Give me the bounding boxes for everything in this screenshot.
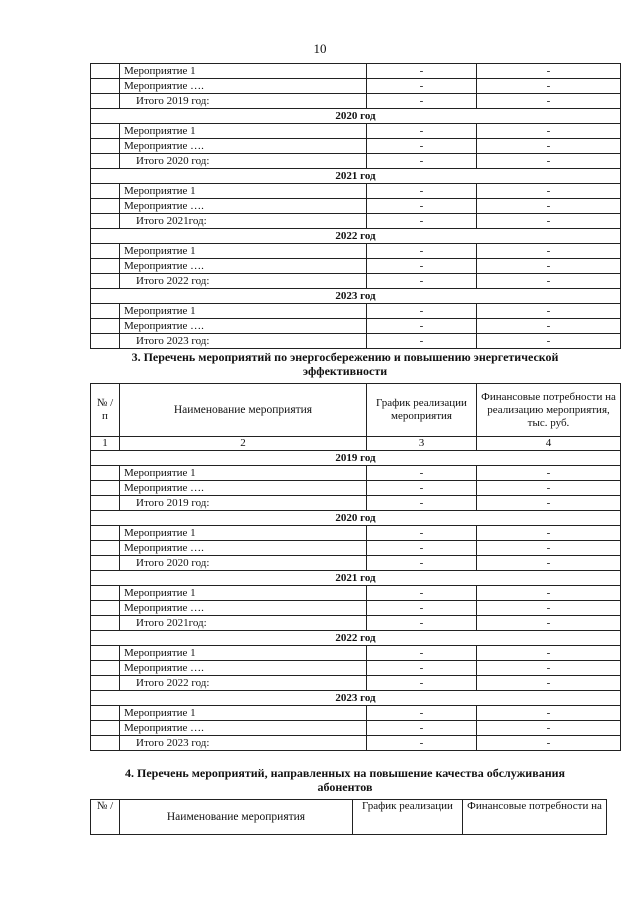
row-num xyxy=(91,601,120,616)
finance-value: - xyxy=(477,616,621,631)
event-name: Итого 2019 год: xyxy=(120,496,367,511)
finance-value: - xyxy=(477,466,621,481)
finance-value: - xyxy=(477,184,621,199)
row-num xyxy=(91,676,120,691)
schedule-value: - xyxy=(367,64,477,79)
row-num xyxy=(91,541,120,556)
event-name: Итого 2019 год: xyxy=(120,94,367,109)
table-row xyxy=(91,244,621,259)
schedule-value: - xyxy=(367,526,477,541)
year-label: 2022 год xyxy=(91,631,621,646)
table-header-row xyxy=(91,800,607,835)
finance-value: - xyxy=(477,259,621,274)
table-row xyxy=(91,466,621,481)
row-num xyxy=(91,466,120,481)
finance-value: - xyxy=(477,526,621,541)
finance-value: - xyxy=(477,481,621,496)
schedule-value: - xyxy=(367,706,477,721)
col-number-1: 1 xyxy=(91,437,120,451)
year-label: 2023 год xyxy=(91,691,621,706)
table-energy-saving-events xyxy=(90,383,621,751)
event-name: Итого 2023 год: xyxy=(120,334,367,349)
finance-value: - xyxy=(477,94,621,109)
table-row xyxy=(91,526,621,541)
row-num xyxy=(91,244,120,259)
row-num xyxy=(91,259,120,274)
event-name: Итого 2022 год: xyxy=(120,676,367,691)
table-row xyxy=(91,304,621,319)
finance-value: - xyxy=(477,334,621,349)
schedule-value: - xyxy=(367,244,477,259)
header-schedule: График реализации мероприятия xyxy=(367,384,477,437)
table-body xyxy=(91,800,607,835)
total-row xyxy=(91,496,621,511)
total-row xyxy=(91,736,621,751)
finance-value: - xyxy=(477,139,621,154)
finance-value: - xyxy=(477,199,621,214)
section-4-title xyxy=(90,766,600,794)
total-row xyxy=(91,676,621,691)
section-3-title xyxy=(90,350,600,378)
event-name: Мероприятие 1 xyxy=(120,706,367,721)
table-service-quality-events xyxy=(90,799,607,835)
event-name: Мероприятие …. xyxy=(120,661,367,676)
event-name: Мероприятие 1 xyxy=(120,184,367,199)
table-row xyxy=(91,184,621,199)
event-name: Мероприятие 1 xyxy=(120,466,367,481)
year-label: 2020 год xyxy=(91,511,621,526)
section-3-title-line1: 3. Перечень мероприятий по энергосбережению и повышению энергетической xyxy=(131,350,559,364)
schedule-value: - xyxy=(367,124,477,139)
event-name: Итого 2021год: xyxy=(120,616,367,631)
schedule-value: - xyxy=(367,304,477,319)
row-num xyxy=(91,274,120,289)
schedule-value: - xyxy=(367,616,477,631)
year-label: 2020 год xyxy=(91,109,621,124)
col-number-2: 2 xyxy=(120,437,367,451)
schedule-value: - xyxy=(367,79,477,94)
finance-value: - xyxy=(477,556,621,571)
table-row xyxy=(91,259,621,274)
schedule-value: - xyxy=(367,496,477,511)
total-row xyxy=(91,214,621,229)
table-row xyxy=(91,199,621,214)
finance-value: - xyxy=(477,721,621,736)
col-number-4: 4 xyxy=(477,437,621,451)
header-finance: Финансовые потребности на xyxy=(463,800,607,835)
row-num xyxy=(91,736,120,751)
event-name: Мероприятие 1 xyxy=(120,304,367,319)
row-num xyxy=(91,79,120,94)
event-name: Мероприятие …. xyxy=(120,139,367,154)
year-row xyxy=(91,571,621,586)
schedule-value: - xyxy=(367,466,477,481)
row-num xyxy=(91,154,120,169)
finance-value: - xyxy=(477,586,621,601)
event-name: Мероприятие 1 xyxy=(120,586,367,601)
year-row xyxy=(91,451,621,466)
section-3-title-line2: эффективности xyxy=(302,364,388,378)
col-number-3: 3 xyxy=(367,437,477,451)
table-row xyxy=(91,481,621,496)
schedule-value: - xyxy=(367,259,477,274)
year-label: 2021 год xyxy=(91,571,621,586)
row-num xyxy=(91,64,120,79)
header-schedule: График реализации xyxy=(353,800,463,835)
event-name: Итого 2023 год: xyxy=(120,736,367,751)
event-name: Итого 2021год: xyxy=(120,214,367,229)
year-row xyxy=(91,169,621,184)
finance-value: - xyxy=(477,304,621,319)
schedule-value: - xyxy=(367,139,477,154)
table-header-row xyxy=(91,384,621,437)
finance-value: - xyxy=(477,676,621,691)
table-row xyxy=(91,64,621,79)
row-num xyxy=(91,586,120,601)
event-name: Мероприятие …. xyxy=(120,199,367,214)
year-label: 2019 год xyxy=(91,451,621,466)
event-name: Мероприятие …. xyxy=(120,259,367,274)
row-num xyxy=(91,481,120,496)
row-num xyxy=(91,334,120,349)
schedule-value: - xyxy=(367,736,477,751)
row-num xyxy=(91,184,120,199)
schedule-value: - xyxy=(367,646,477,661)
schedule-value: - xyxy=(367,214,477,229)
year-row xyxy=(91,229,621,244)
table-row xyxy=(91,124,621,139)
finance-value: - xyxy=(477,214,621,229)
schedule-value: - xyxy=(367,184,477,199)
event-name: Мероприятие …. xyxy=(120,481,367,496)
total-row xyxy=(91,556,621,571)
event-name: Мероприятие …. xyxy=(120,541,367,556)
total-row xyxy=(91,274,621,289)
table-row xyxy=(91,661,621,676)
row-num xyxy=(91,646,120,661)
row-num xyxy=(91,526,120,541)
event-name: Мероприятие …. xyxy=(120,79,367,94)
year-row xyxy=(91,511,621,526)
event-name: Мероприятие 1 xyxy=(120,124,367,139)
schedule-value: - xyxy=(367,601,477,616)
schedule-value: - xyxy=(367,541,477,556)
table-row xyxy=(91,601,621,616)
table-row xyxy=(91,541,621,556)
event-name: Мероприятие …. xyxy=(120,721,367,736)
year-row xyxy=(91,289,621,304)
header-name: Наименование мероприятия xyxy=(120,384,367,437)
finance-value: - xyxy=(477,706,621,721)
schedule-value: - xyxy=(367,721,477,736)
finance-value: - xyxy=(477,646,621,661)
row-num xyxy=(91,496,120,511)
schedule-value: - xyxy=(367,154,477,169)
schedule-value: - xyxy=(367,481,477,496)
table-row xyxy=(91,79,621,94)
total-row xyxy=(91,616,621,631)
finance-value: - xyxy=(477,736,621,751)
event-name: Мероприятие 1 xyxy=(120,244,367,259)
year-row xyxy=(91,631,621,646)
row-num xyxy=(91,616,120,631)
finance-value: - xyxy=(477,64,621,79)
year-label: 2022 год xyxy=(91,229,621,244)
table-events-continued xyxy=(90,63,621,349)
row-num xyxy=(91,214,120,229)
total-row xyxy=(91,154,621,169)
row-num xyxy=(91,304,120,319)
section-4-title-line2: абонентов xyxy=(317,780,373,794)
year-label: 2023 год xyxy=(91,289,621,304)
schedule-value: - xyxy=(367,556,477,571)
total-row xyxy=(91,334,621,349)
event-name: Итого 2020 год: xyxy=(120,556,367,571)
year-row xyxy=(91,691,621,706)
table-row xyxy=(91,586,621,601)
header-finance: Финансовые потребности на реализацию мероприятия, тыс. руб. xyxy=(477,384,621,437)
event-name: Мероприятие …. xyxy=(120,319,367,334)
event-name: Мероприятие 1 xyxy=(120,526,367,541)
event-name: Мероприятие …. xyxy=(120,601,367,616)
schedule-value: - xyxy=(367,334,477,349)
row-num xyxy=(91,94,120,109)
column-numbers-row xyxy=(91,437,621,451)
finance-value: - xyxy=(477,79,621,94)
schedule-value: - xyxy=(367,94,477,109)
row-num xyxy=(91,661,120,676)
row-num xyxy=(91,706,120,721)
table-row xyxy=(91,721,621,736)
row-num xyxy=(91,721,120,736)
row-num xyxy=(91,124,120,139)
row-num xyxy=(91,319,120,334)
event-name: Мероприятие 1 xyxy=(120,64,367,79)
schedule-value: - xyxy=(367,199,477,214)
header-num: № / xyxy=(91,800,120,835)
section-4-title-line1: 4. Перечень мероприятий, направленных на повышение качества обслуживания xyxy=(124,766,566,780)
event-name: Итого 2020 год: xyxy=(120,154,367,169)
finance-value: - xyxy=(477,661,621,676)
row-num xyxy=(91,139,120,154)
finance-value: - xyxy=(477,124,621,139)
finance-value: - xyxy=(477,319,621,334)
page-number: 10 xyxy=(313,41,327,56)
table-body xyxy=(91,384,621,751)
year-row xyxy=(91,109,621,124)
finance-value: - xyxy=(477,541,621,556)
finance-value: - xyxy=(477,244,621,259)
total-row xyxy=(91,94,621,109)
schedule-value: - xyxy=(367,274,477,289)
table-body xyxy=(91,64,621,349)
schedule-value: - xyxy=(367,586,477,601)
year-label: 2021 год xyxy=(91,169,621,184)
row-num xyxy=(91,199,120,214)
finance-value: - xyxy=(477,154,621,169)
header-num: № / п xyxy=(91,384,120,437)
table-row xyxy=(91,319,621,334)
event-name: Итого 2022 год: xyxy=(120,274,367,289)
event-name: Мероприятие 1 xyxy=(120,646,367,661)
finance-value: - xyxy=(477,274,621,289)
row-num xyxy=(91,556,120,571)
schedule-value: - xyxy=(367,676,477,691)
table-row xyxy=(91,706,621,721)
table-row xyxy=(91,646,621,661)
schedule-value: - xyxy=(367,319,477,334)
finance-value: - xyxy=(477,601,621,616)
header-name: Наименование мероприятия xyxy=(120,800,353,835)
table-row xyxy=(91,139,621,154)
schedule-value: - xyxy=(367,661,477,676)
finance-value: - xyxy=(477,496,621,511)
